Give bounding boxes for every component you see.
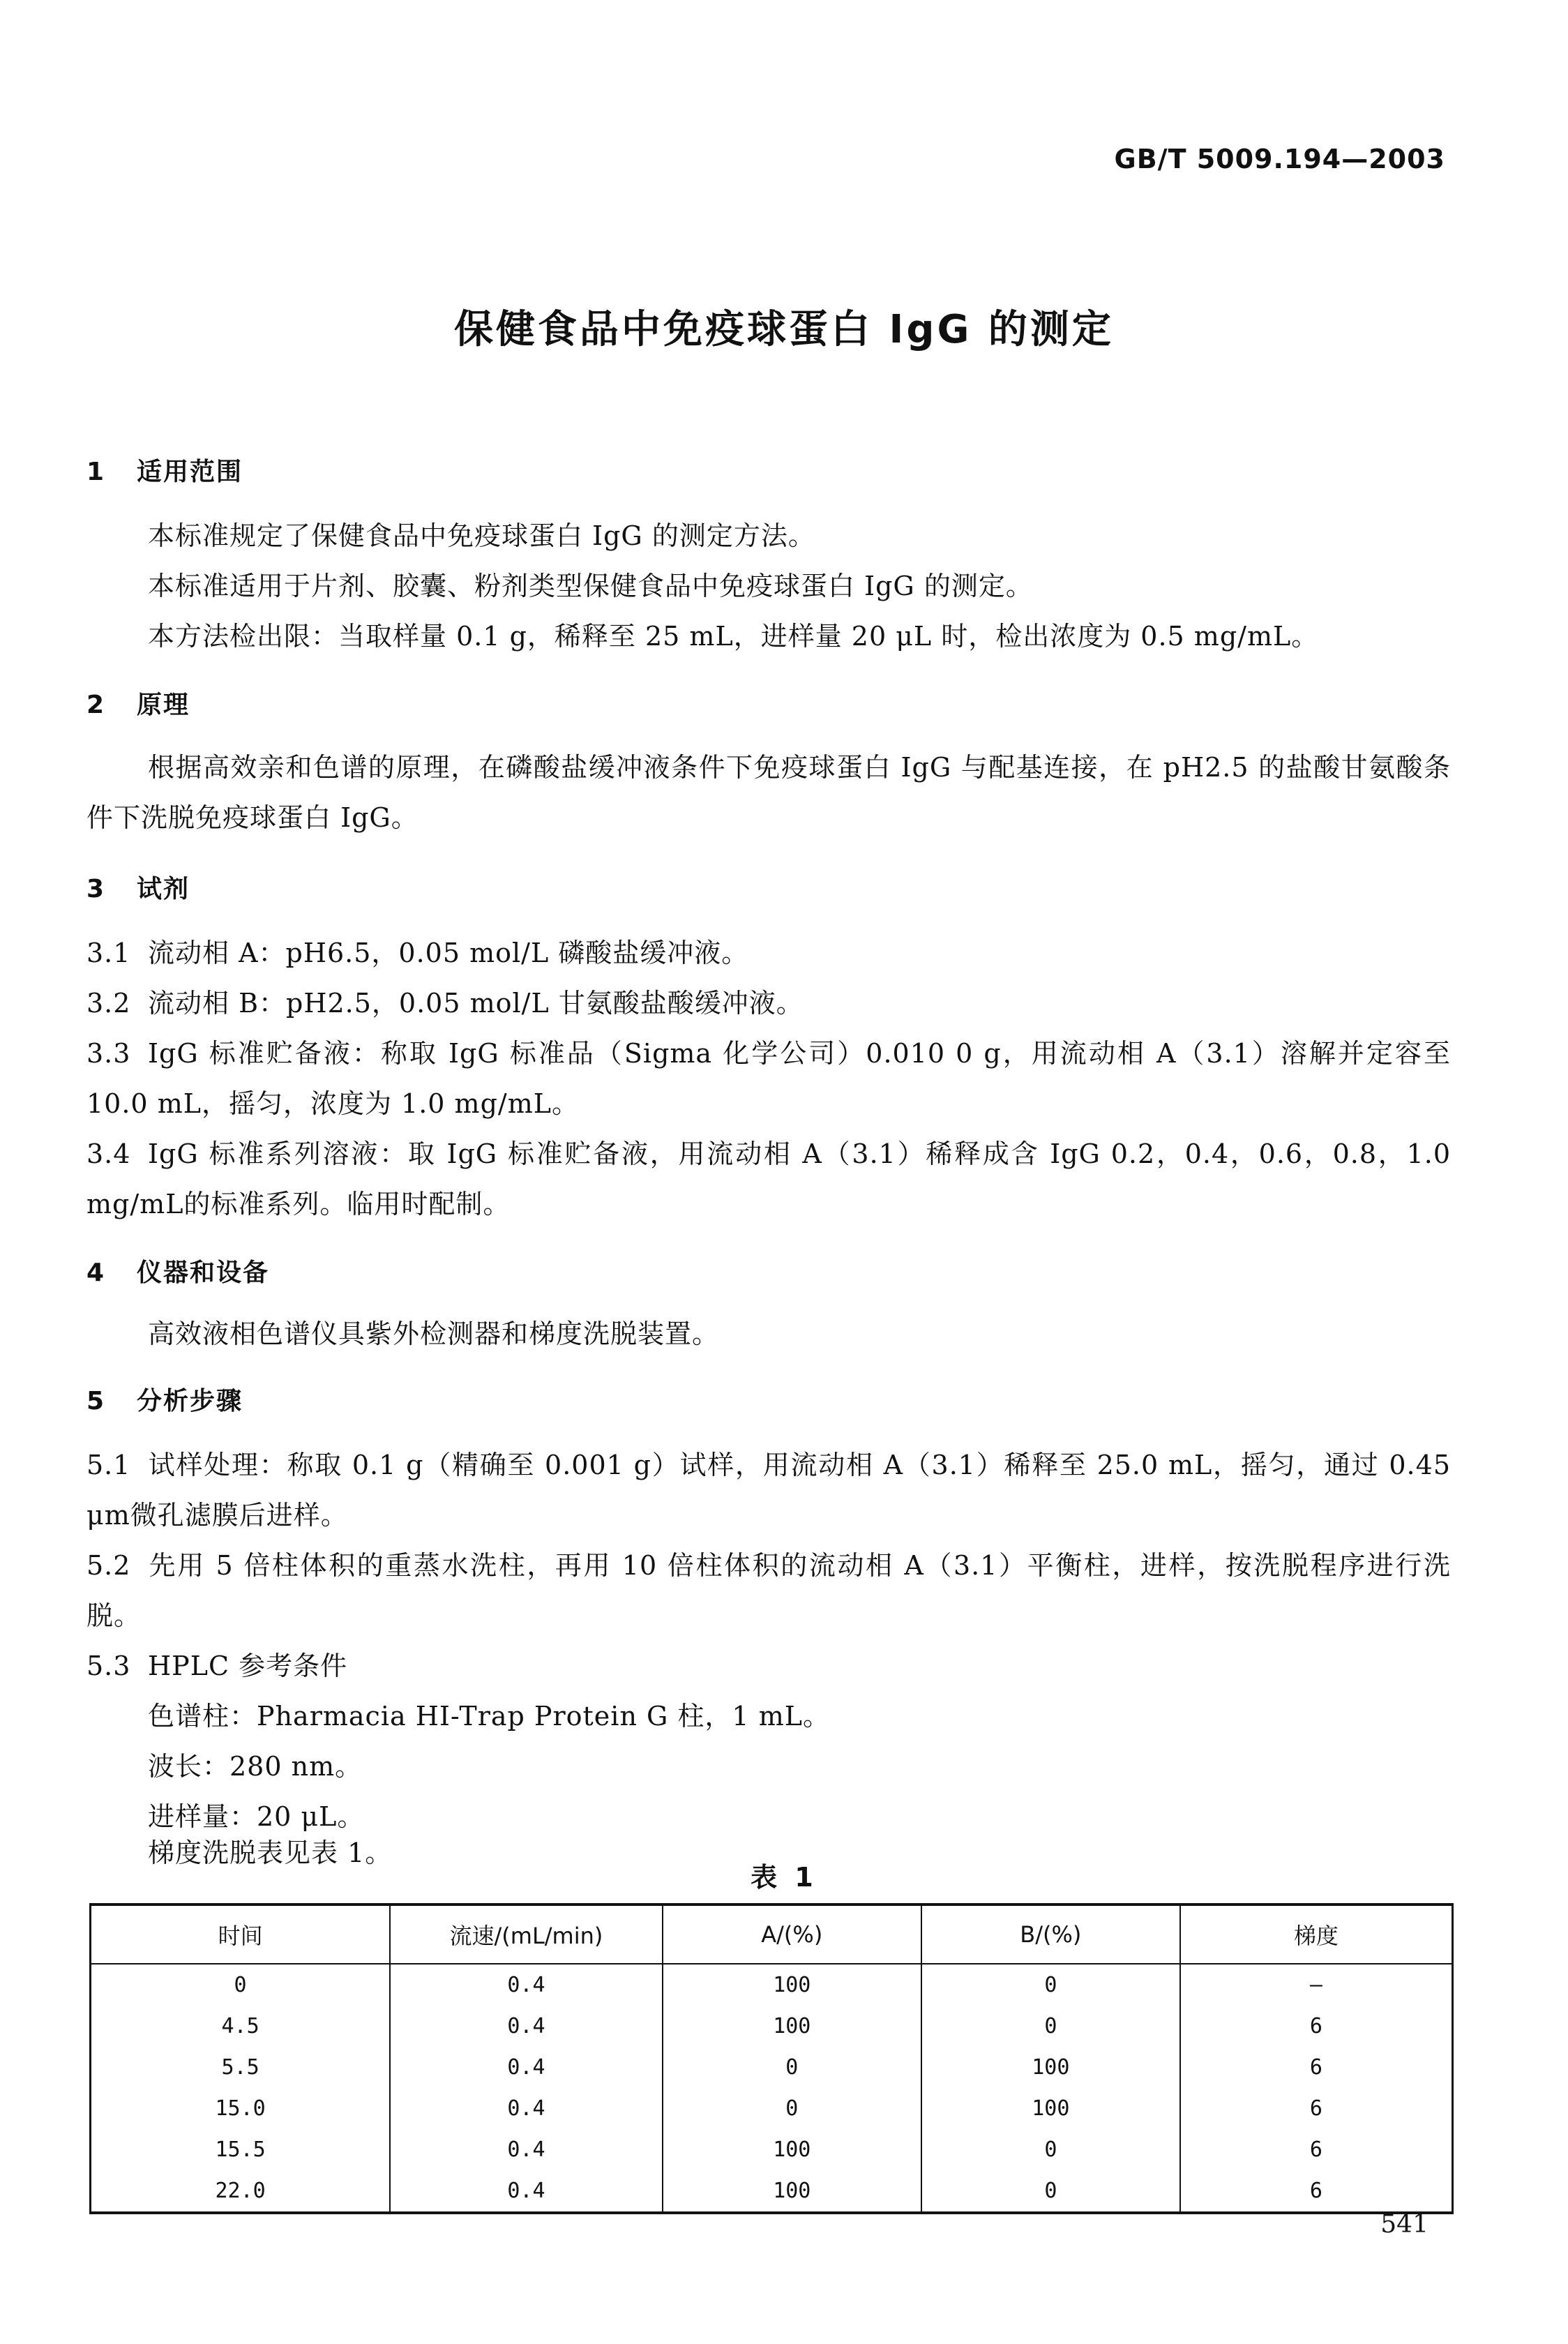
table-cell: 6 (1180, 2006, 1453, 2047)
hplc-condition-wavelength: 波长：280 nm。 (148, 1751, 363, 1782)
table-cell: 0 (91, 1964, 391, 2006)
table-cell: 100 (921, 2088, 1180, 2129)
section-number: 2 (86, 691, 106, 719)
clause-text: 流动相 B：pH2.5，0.05 mol/L 甘氨酸盐酸缓冲液。 (148, 988, 804, 1019)
clause-number: 3.1 (86, 938, 131, 968)
table-row (91, 1964, 1453, 2006)
clause-number: 3.2 (86, 988, 131, 1019)
table-cell: 5.5 (91, 2047, 391, 2088)
table-cell: — (1180, 1964, 1453, 2006)
table-cell: 22.0 (91, 2170, 391, 2213)
table-cell: 6 (1180, 2088, 1453, 2129)
table-row (91, 2170, 1453, 2213)
table-row (91, 2047, 1453, 2088)
hplc-condition-injection: 进样量：20 μL。 (148, 1801, 365, 1832)
section-title: 仪器和设备 (137, 1259, 270, 1287)
table-cell: 100 (663, 2129, 921, 2170)
table-cell: 100 (663, 1964, 921, 2006)
section-heading-4 (86, 1253, 269, 1289)
clause-text: 试样处理：称取 0.1 g（精确至 0.001 g）试样，用流动相 A（3.1）稀释至 25.0 mL，摇匀，通过 0.45 μm微孔滤膜后进样。 (86, 1450, 1451, 1531)
hplc-condition-gradient-ref: 梯度洗脱表见表 1。 (148, 1838, 393, 1868)
paragraph: 本标准适用于片剂、胶囊、粉剂类型保健食品中免疫球蛋白 IgG 的测定。 (148, 571, 1033, 601)
table-cell: 100 (921, 2047, 1180, 2088)
table-row (91, 2129, 1453, 2170)
table-cell: 0 (921, 2006, 1180, 2047)
section-title: 适用范围 (137, 458, 243, 486)
clause-number: 5.3 (86, 1651, 131, 1681)
table-cell: 4.5 (91, 2006, 391, 2047)
table-cell: 0.4 (390, 2006, 663, 2047)
clause-text: HPLC 参考条件 (148, 1651, 348, 1681)
table-cell: 6 (1180, 2129, 1453, 2170)
table-cell: 0 (663, 2047, 921, 2088)
section-title: 原理 (137, 691, 190, 719)
table-cell: 15.0 (91, 2088, 391, 2129)
paragraph: 根据高效亲和色谱的原理，在磷酸盐缓冲液条件下免疫球蛋白 IgG 与配基连接，在 pH2.5 的盐酸甘氨酸条件下洗脱免疫球蛋白 IgG。 (86, 752, 1451, 833)
clause-number: 5.1 (86, 1450, 131, 1480)
table-cell: 100 (663, 2006, 921, 2047)
column-header: B/(%) (921, 1904, 1180, 1964)
paragraph: 高效液相色谱仪具紫外检测器和梯度洗脱装置。 (148, 1318, 720, 1349)
clause-3-2 (86, 978, 1451, 1028)
clause-5-1 (86, 1440, 1451, 1540)
clause-number: 5.2 (86, 1550, 131, 1581)
table-cell: 100 (663, 2170, 921, 2213)
table-cell: 0 (921, 1964, 1180, 2006)
section-number: 4 (86, 1259, 106, 1287)
table-cell: 0.4 (390, 2088, 663, 2129)
table-cell: 0.4 (390, 2170, 663, 2213)
column-header: A/(%) (663, 1904, 921, 1964)
section-heading-2 (86, 685, 190, 721)
table-cell: 0.4 (390, 2129, 663, 2170)
gradient-elution-table (89, 1903, 1454, 2214)
section-heading-1 (86, 452, 243, 488)
clause-text: IgG 标准系列溶液：取 IgG 标准贮备液，用流动相 A（3.1）稀释成含 IgG 0.2，0.4，0.6，0.8，1.0 mg/mL的标准系列。临用时配制。 (86, 1139, 1451, 1219)
section-number: 1 (86, 458, 106, 486)
clause-text: 先用 5 倍柱体积的重蒸水洗柱，再用 10 倍柱体积的流动相 A（3.1）平衡柱，进样，按洗脱程序进行洗脱。 (86, 1550, 1451, 1631)
section-heading-3 (86, 869, 190, 905)
page-number: 541 (1380, 2210, 1428, 2239)
column-header: 时间 (91, 1904, 391, 1964)
paragraph: 本方法检出限：当取样量 0.1 g，稀释至 25 mL，进样量 20 μL 时，检出浓度为 0.5 mg/mL。 (148, 621, 1319, 652)
table-row (91, 2006, 1453, 2047)
table-cell: 15.5 (91, 2129, 391, 2170)
clause-5-3 (86, 1641, 1451, 1691)
clause-text: 流动相 A：pH6.5，0.05 mol/L 磷酸盐缓冲液。 (148, 938, 749, 968)
section-number: 3 (86, 875, 106, 903)
clause-3-4 (86, 1129, 1451, 1229)
table-cell: 0 (663, 2088, 921, 2129)
clause-text: IgG 标准贮备液：称取 IgG 标准品（Sigma 化学公司）0.010 0 g，用流动相 A（3.1）溶解并定容至 10.0 mL，摇匀，浓度为 1.0 mg/mL。 (86, 1038, 1451, 1119)
paragraph: 本标准规定了保健食品中免疫球蛋白 IgG 的测定方法。 (148, 520, 815, 551)
column-header: 梯度 (1180, 1904, 1453, 1964)
page-title: 保健食品中免疫球蛋白 IgG 的测定 (454, 307, 1114, 352)
clause-number: 3.4 (86, 1139, 131, 1169)
table-cell: 6 (1180, 2170, 1453, 2213)
clause-5-2 (86, 1540, 1451, 1641)
section-title: 分析步骤 (137, 1387, 243, 1415)
section-title: 试剂 (137, 875, 190, 903)
hplc-condition-column: 色谱柱：Pharmacia HI-Trap Protein G 柱，1 mL。 (148, 1701, 830, 1731)
table-cell: 0 (921, 2170, 1180, 2213)
standard-code: GB/T 5009.194—2003 (1114, 144, 1445, 174)
table-cell: 0 (921, 2129, 1180, 2170)
section-number: 5 (86, 1387, 106, 1415)
table-cell: 6 (1180, 2047, 1453, 2088)
clause-3-1 (86, 928, 1451, 978)
table-row (91, 2088, 1453, 2129)
clause-3-3 (86, 1028, 1451, 1129)
table-caption: 表 1 (751, 1862, 817, 1893)
column-header: 流速/(mL/min) (390, 1904, 663, 1964)
table-cell: 0.4 (390, 2047, 663, 2088)
table-header-row (91, 1904, 1453, 1964)
table-cell: 0.4 (390, 1964, 663, 2006)
section-heading-5 (86, 1381, 243, 1417)
clause-number: 3.3 (86, 1038, 131, 1069)
